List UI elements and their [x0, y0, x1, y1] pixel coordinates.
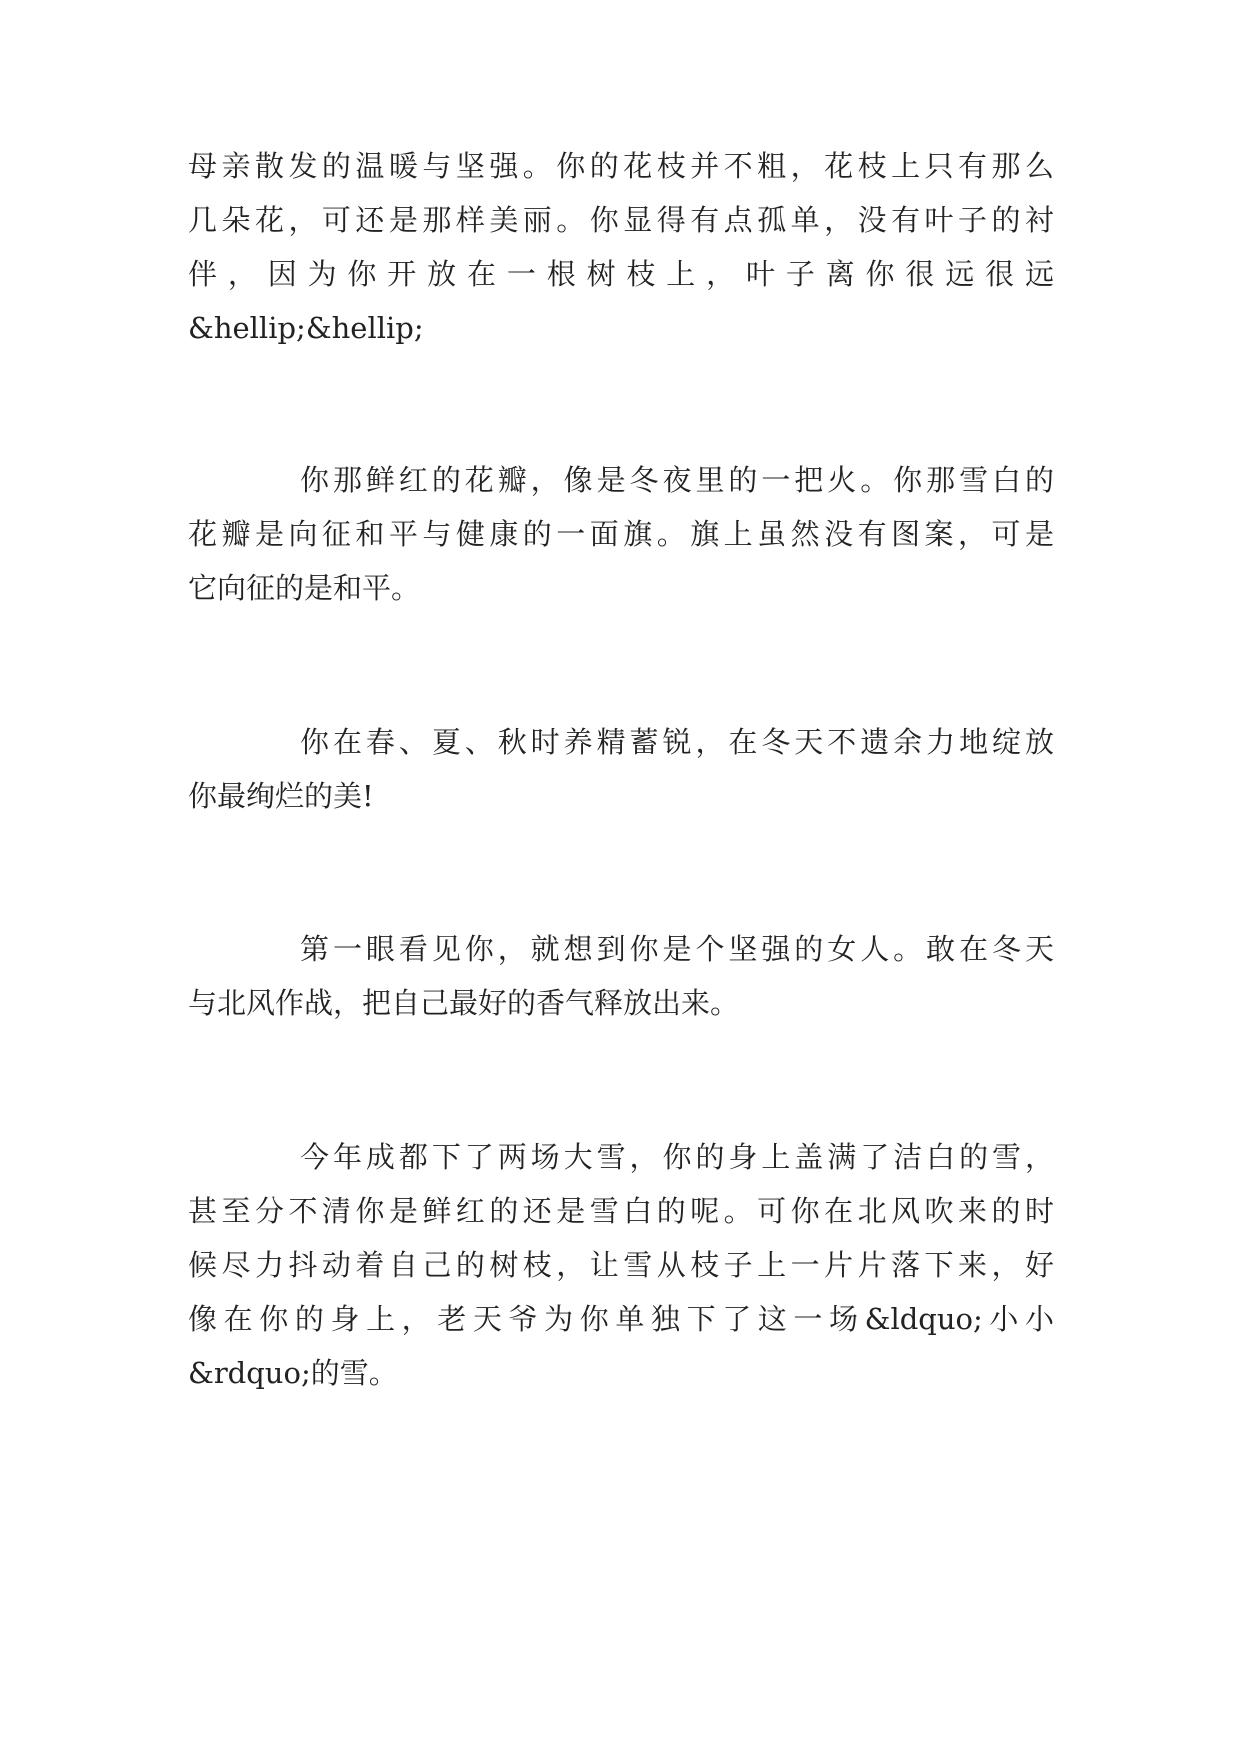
text-line: 几朵花，可还是那样美丽。你显得有点孤单，没有叶子的衬 — [188, 203, 1054, 237]
text-line: 与北风作战，把自己最好的香气释放出来。 — [188, 986, 740, 1020]
text-line: 你在春、夏、秋时养精蓄锐，在冬天不遗余力地绽放 — [300, 725, 1054, 759]
text-line: 你最绚烂的美! — [188, 779, 374, 813]
text-line: 它向征的是和平。 — [188, 571, 421, 605]
text-line: 候尽力抖动着自己的树枝，让雪从枝子上一片片落下来，好 — [188, 1248, 1054, 1282]
text-line: 伴，因为你开放在一根树枝上，叶子离你很远很远 — [188, 257, 1054, 291]
text-line: 像在你的身上，老天爷为你单独下了这一场&ldquo;小小 — [188, 1302, 1054, 1336]
text-line: 你那鲜红的花瓣，像是冬夜里的一把火。你那雪白的 — [300, 463, 1054, 497]
text-line: 母亲散发的温暖与坚强。你的花枝并不粗，花枝上只有那么 — [188, 149, 1054, 183]
text-line: 第一眼看见你，就想到你是个坚强的女人。敢在冬天 — [300, 932, 1054, 966]
text-line: &hellip;&hellip; — [188, 311, 424, 345]
text-line: &rdquo;的雪。 — [188, 1356, 398, 1390]
text-line: 花瓣是向征和平与健康的一面旗。旗上虽然没有图案，可是 — [188, 517, 1054, 551]
text-line: 今年成都下了两场大雪，你的身上盖满了洁白的雪， — [300, 1140, 1054, 1174]
text-line: 甚至分不清你是鲜红的还是雪白的呢。可你在北风吹来的时 — [188, 1194, 1054, 1228]
